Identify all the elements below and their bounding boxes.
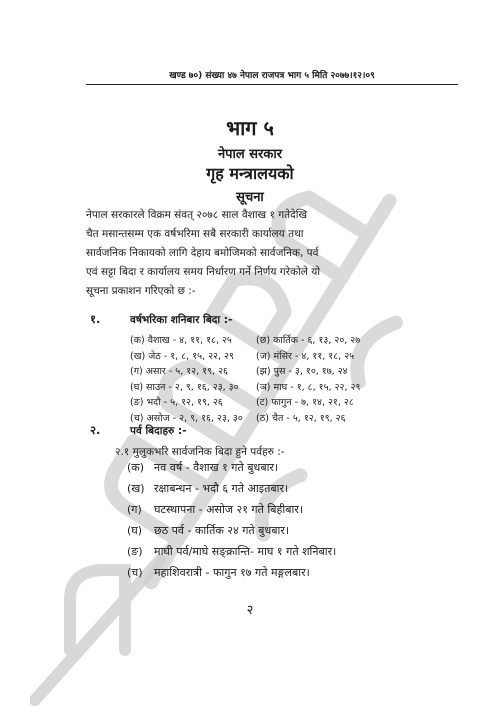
month-cell: (ट) फागुन - ७, १४, २१, २८: [256, 397, 354, 409]
month-cell: (झ) पुस - ३, १०, १७, २४: [256, 366, 348, 378]
item-text: माघी पर्व/माघे सङ्क्रान्ति- माघ १ गते शनिबार।: [154, 545, 337, 558]
month-cell: (ग) असार - ५, १२, १९, २६: [130, 366, 228, 378]
intro-line: सार्वजनिक निकायको लागि देहाय बमोजिमको सार्वजनिक, पर्व: [86, 247, 319, 259]
gazette-header: खण्ड ७०) संख्या ४७ नेपाल राजपत्र भाग ५ मिति २०७७।१२।०९: [169, 71, 375, 81]
month-cell: (क) वैशाख - ४, ११, १८, २५: [130, 335, 232, 346]
item-marker: (ङ): [127, 545, 143, 558]
header-rule: [86, 84, 458, 85]
notice-title: सूचना: [236, 190, 264, 205]
government-name: नेपाल सरकार: [217, 147, 283, 162]
saturday-holiday-table: [130, 333, 460, 427]
item-text: छठ पर्व - कार्तिक २४ गते बुधबार।: [154, 524, 290, 537]
part-title: भाग ५: [226, 116, 274, 140]
item-text: घटस्थापना - असोज २१ गते बिहीबार।: [154, 503, 304, 516]
intro-line: एवं सट्टा बिदा र कार्यालय समय निर्धारण गर्ने निर्णय गरेकोले यो: [86, 266, 321, 278]
section-2-title: पर्व बिदाहरु :-: [130, 425, 187, 437]
section-2-number: २.: [90, 423, 101, 437]
page-number: २: [246, 603, 254, 618]
item-marker: (च): [127, 566, 143, 579]
table-row: [130, 364, 460, 380]
item-marker: (ग): [127, 503, 142, 516]
table-row: [130, 349, 460, 365]
item-text: महाशिवरात्री - फागुन १७ गते मङ्गलबार।: [154, 566, 310, 579]
item-marker: (घ): [127, 524, 143, 537]
intro-paragraph: [86, 206, 460, 301]
table-row: [130, 333, 460, 349]
section-1-number: १.: [90, 312, 101, 326]
table-row: [130, 380, 460, 396]
item-marker: (ख): [127, 482, 145, 495]
month-cell: (छ) कार्तिक - ६, १३, २०, २७: [256, 335, 361, 346]
month-cell: (ज) मंसिर - ४, ११, १८, २५: [256, 350, 355, 362]
ministry-name: गृह मन्त्रालयको: [206, 164, 294, 183]
month-cell: (ख) जेठ - १, ८, १५, २२, २९: [130, 350, 234, 362]
subsection-heading: २.१ मुलुकभरि सार्वजनिक बिदा हुने पर्वहरु :-: [115, 446, 285, 458]
intro-line: सूचना प्रकाशन गरिएको छ :-: [86, 285, 196, 297]
section-1-title: वर्षभरिका शनिबार बिदा :-: [130, 314, 233, 326]
item-marker: (क): [127, 461, 145, 474]
intro-line: चैत मसान्तसम्म एक वर्षभरिमा सबै सरकारी कार्यालय तथा: [86, 228, 304, 240]
month-cell: (ञ) माघ - १, ८, १५, २२, २९: [256, 381, 361, 393]
month-cell: (ठ) चैत - ५, १२, १९, २६: [256, 412, 346, 424]
intro-line: नेपाल सरकारले विक्रम संवत् २०७८ साल वैशाख १ गतेदेखि: [86, 209, 308, 221]
month-cell: (च) असोज - २, ९, १६, २३, ३०: [130, 412, 243, 424]
month-cell: (ङ) भदौ - ५, १२, १९, २६: [130, 397, 223, 409]
table-row: [130, 395, 460, 411]
item-text: रक्षाबन्धन - भदौ ६ गते आइतबार।: [154, 482, 289, 495]
item-text: नव वर्ष - वैशाख १ गते बुधबार।: [154, 461, 279, 474]
month-cell: (घ) साउन - २, ९, १६, २३, ३०: [130, 381, 239, 393]
